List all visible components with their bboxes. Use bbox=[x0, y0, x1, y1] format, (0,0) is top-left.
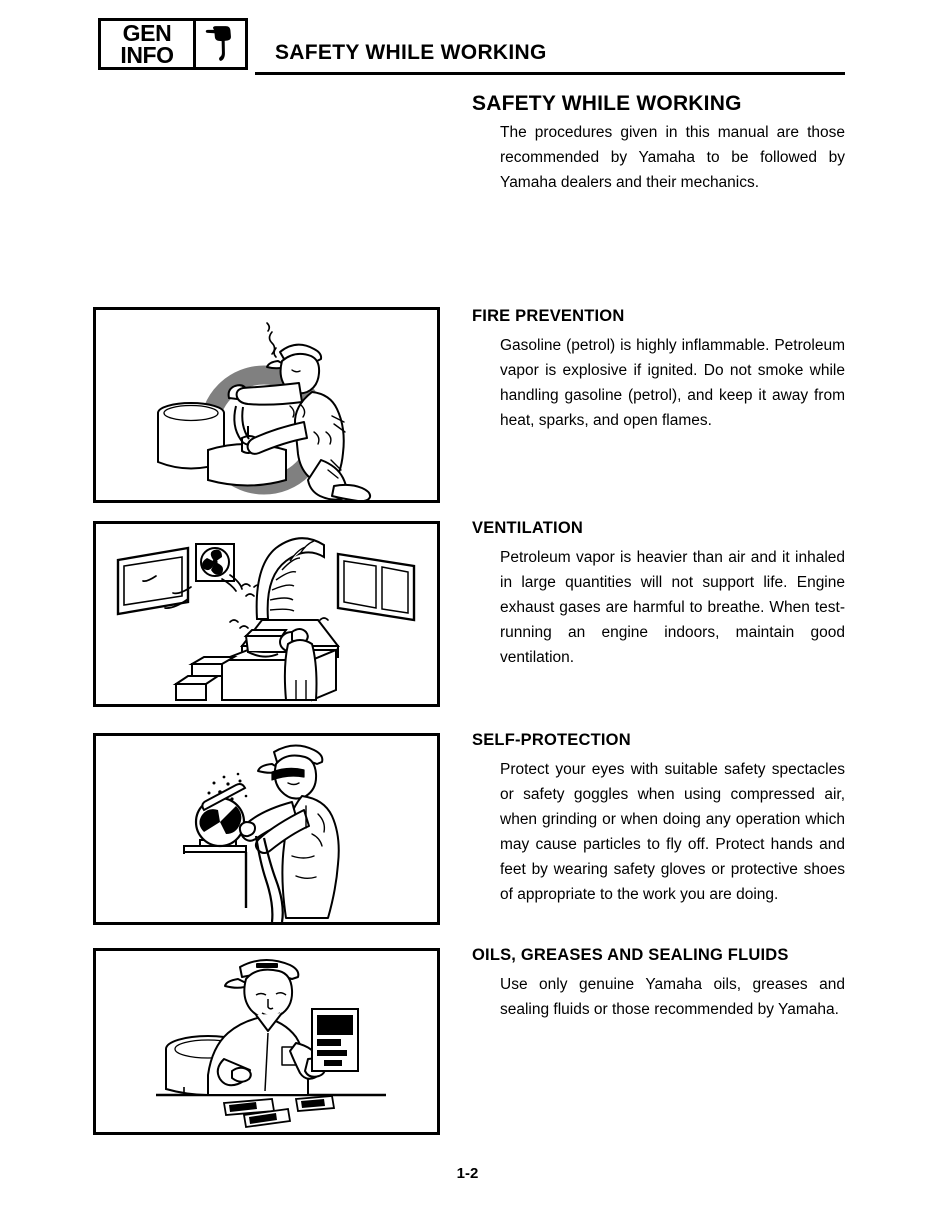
section-tab-badge bbox=[98, 18, 248, 70]
section-body-self-protection: Protect your eyes with suitable safety spectacles or safety goggles when using compressed air, when grinding or when doing any operation which may cause particles to fly off. Protect hands and feet by wearing safety gloves or protective shoes of appropriate to the work you are doing. bbox=[500, 761, 845, 903]
outboard-motor-icon bbox=[196, 21, 245, 67]
fire-prevention-illustration bbox=[93, 307, 440, 503]
section-heading-ventilation: VENTILATION bbox=[472, 519, 583, 537]
section-tab-line-1: GEN bbox=[122, 19, 172, 46]
page-title: SAFETY WHILE WORKING bbox=[472, 92, 742, 115]
section-tab-line-2: INFO bbox=[120, 42, 174, 68]
header-title: SAFETY WHILE WORKING bbox=[275, 41, 547, 64]
section-body-ventilation: Petroleum vapor is heavier than air and it inhaled in large quantities will not support life. Engine exhaust gases are harmful to breathe. When test-running an engine indoors, maintain good ventilation. bbox=[500, 549, 845, 666]
section-body-fire-prevention: Gasoline (petrol) is highly inflammable. Petroleum vapor is explosive if ignited. Do not smoke while handling gasoline (petrol), and keep it away from heat, sparks, and open flames. bbox=[500, 337, 845, 429]
page-header bbox=[0, 0, 935, 90]
section-heading-self-protection: SELF-PROTECTION bbox=[472, 731, 631, 749]
intro-paragraph: The procedures given in this manual are those recommended by Yamaha to be followed by Yamaha dealers and their mechanics. bbox=[500, 124, 845, 191]
self-protection-illustration bbox=[93, 733, 440, 925]
header-divider bbox=[255, 72, 845, 75]
section-body-oils-greases: Use only genuine Yamaha oils, greases and sealing fluids or those recommended by Yamaha. bbox=[500, 976, 845, 1018]
section-heading-fire-prevention: FIRE PREVENTION bbox=[472, 307, 625, 325]
section-tab-label bbox=[101, 21, 196, 67]
oils-greases-illustration bbox=[93, 948, 440, 1135]
ventilation-illustration bbox=[93, 521, 440, 707]
page-number: 1-2 bbox=[456, 1165, 479, 1182]
section-heading-oils-greases: OILS, GREASES AND SEALING FLUIDS bbox=[472, 946, 789, 964]
